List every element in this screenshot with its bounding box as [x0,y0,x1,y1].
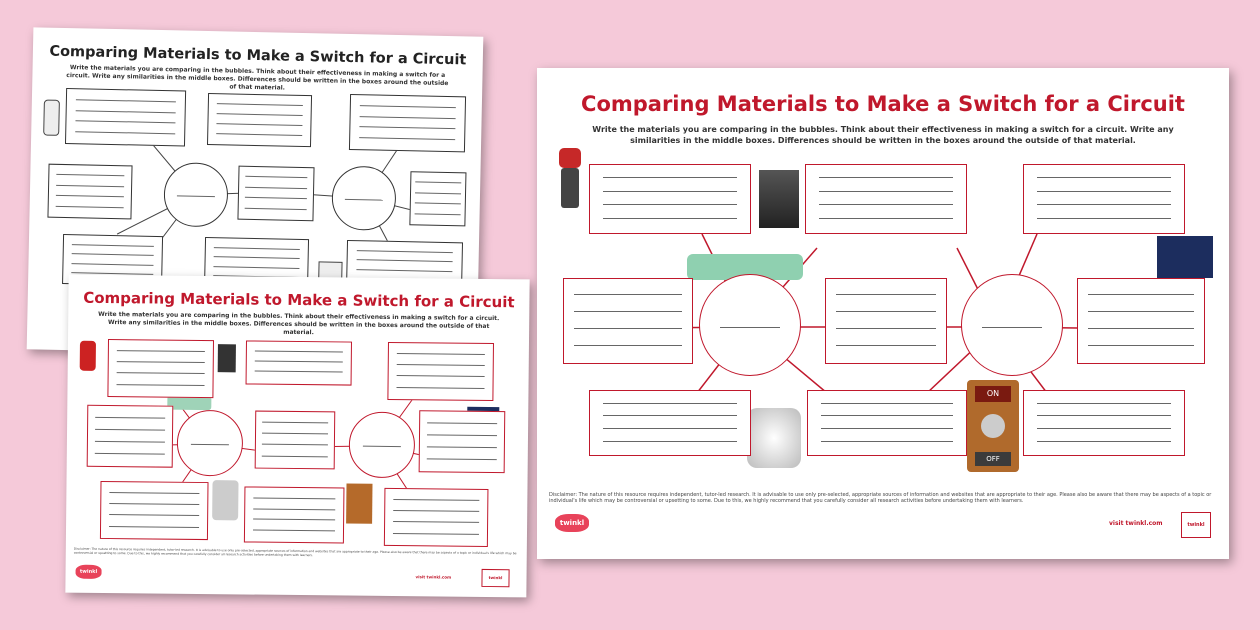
difference-box-6[interactable] [100,481,209,540]
difference-box-7[interactable] [244,486,345,543]
difference-box-5[interactable] [419,410,506,473]
visit-link[interactable]: visit twinkl.com [415,574,452,580]
difference-box-8[interactable] [1023,390,1185,456]
worksheet-instructions: Write the materials you are comparing in the bubbles. Think about their effectiveness in making a switch for a circuit. Write any similarities in the middle boxes. Differences should be written in the boxes around the outside of that material. [592,125,1174,145]
push-button-picture [80,341,96,371]
worksheet-instructions: Write the materials you are comparing in the bubbles. Think about their effectiveness in making a switch for a circuit. Write any similarities in the middle boxes. Differences should be written in the boxes around the outside of that material. [66,64,449,92]
similarity-box[interactable] [825,278,947,364]
visit-link[interactable]: visit twinkl.com [1109,520,1163,527]
worksheet-instructions: Write the materials you are comparing in the bubbles. Think about their effectiveness in making a switch for a circuit. Write any similarities in the middle boxes. Differences should be written in the boxes around the outside of that material. [98,310,500,337]
difference-box-3[interactable] [349,94,466,152]
push-button-body [561,168,579,208]
twinkl-badge: twinkl [1181,512,1211,538]
difference-box-3[interactable] [1023,164,1185,234]
difference-box-7[interactable] [807,390,967,456]
slide-switch-picture [759,170,799,228]
bulb-holder-picture [747,408,801,468]
difference-box-8[interactable] [384,488,489,547]
difference-box-1[interactable] [107,339,214,398]
worksheet-title: Comparing Materials to Make a Switch for a Circuit [49,43,467,69]
material-bubble-1[interactable] [699,274,801,376]
difference-box-4[interactable] [47,164,132,220]
toggle-switch-picture [346,484,372,524]
difference-box-2[interactable] [207,93,312,147]
worksheet-title: Comparing Materials to Make a Switch for a Circuit [83,288,515,312]
disclaimer: Disclaimer: The nature of this resource requires independent, tutor-led research. It is advisable to use only pre-selected, appropriate sources of information and websites that are appropriate to their age. Please also be aware that there may be aspects of a topic or individual's life which may be controversial or upsetting to some. Due to this, we highly recommend that you carefully consider all research activities before undertaking them with learners. [73,546,517,558]
switch-label-on: ON [975,386,1011,402]
difference-box-5[interactable] [409,171,466,226]
worksheet-preview-colour [65,275,529,598]
difference-box-3[interactable] [387,342,494,401]
twinkl-logo: twinkl [75,565,101,579]
push-button-cap [559,148,581,168]
worksheet-title: Comparing Materials to Make a Switch for a Circuit [581,92,1185,116]
solar-panel-picture [1157,236,1213,278]
disclaimer: Disclaimer: The nature of this resource requires independent, tutor-led research. It is advisable to use only pre-selected, appropriate sources of information and websites that are appropriate to their age. Please also be aware that there may be aspects of a topic or individual's life which may be controversial or upsetting to some. Due to this, we highly recommend that you carefully consider all research activities before undertaking them with learners. [549,492,1212,504]
difference-box-6[interactable] [589,390,751,456]
similarity-box[interactable] [255,411,336,470]
slide-switch-picture [218,344,236,372]
difference-box-4[interactable] [87,405,174,468]
difference-box-2[interactable] [805,164,967,234]
toggle-switch-picture [967,380,1019,472]
toggle-knob [981,414,1005,438]
similarity-box[interactable] [237,166,314,222]
difference-box-4[interactable] [563,278,693,364]
bulb-holder-picture [212,480,238,520]
twinkl-logo: twinkl [555,514,589,532]
push-button-drawing [43,100,60,136]
worksheet-main [537,68,1229,559]
difference-box-2[interactable] [246,340,352,385]
difference-box-1[interactable] [589,164,751,234]
material-bubble-1[interactable] [177,410,244,477]
switch-label-off: OFF [975,452,1011,466]
material-bubble-2[interactable] [961,274,1063,376]
twinkl-badge: twinkl [481,569,509,587]
difference-box-1[interactable] [65,88,186,147]
difference-box-5[interactable] [1077,278,1205,364]
material-bubble-2[interactable] [349,412,416,479]
